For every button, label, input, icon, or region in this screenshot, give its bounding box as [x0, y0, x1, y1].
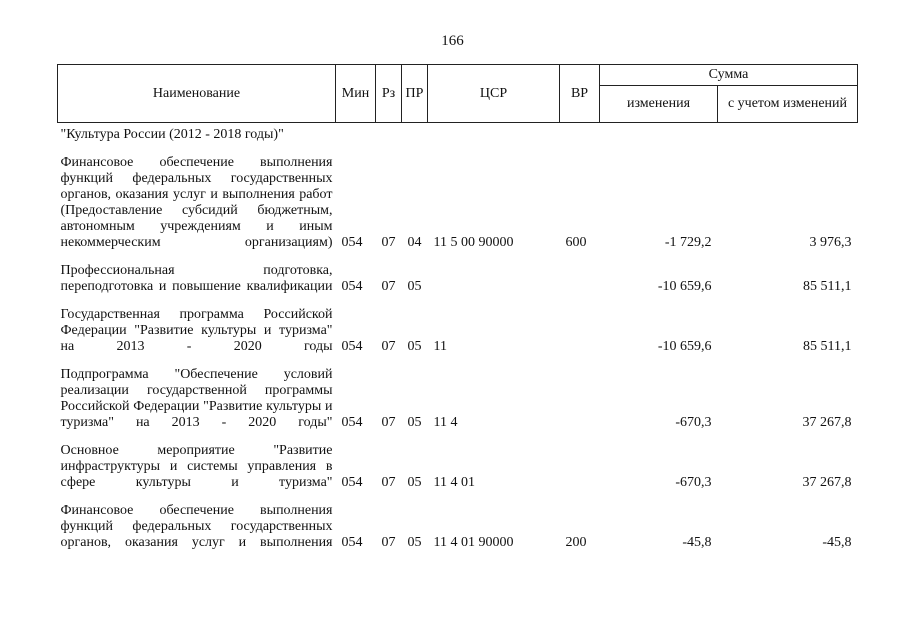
row-min: 054	[341, 475, 363, 490]
row-min: 054	[341, 235, 363, 250]
row-name: Профессиональная подготовка, переподготовка и повышение квалификации	[60, 263, 333, 294]
row-rz	[376, 123, 402, 144]
row-rz: 07	[381, 235, 396, 250]
header-pr: ПР	[402, 65, 428, 123]
row-pr: 04	[407, 235, 422, 250]
header-csr: ЦСР	[428, 65, 560, 123]
budget-table	[57, 64, 858, 551]
table-row	[58, 123, 858, 144]
row-rz: 07	[381, 339, 396, 354]
row-pr: 05	[407, 339, 422, 354]
row-vr	[560, 443, 600, 491]
table-body	[58, 123, 858, 552]
row-csr: 11 4 01	[433, 475, 475, 490]
row-name: Государственная программа Российской Федерации "Развитие культуры и туризма" на 2013 - 2020 годы	[60, 307, 333, 354]
header-vr: ВР	[560, 65, 600, 123]
row-total: -45,8	[822, 535, 852, 550]
row-name: Основное мероприятие "Развитие инфраструктуры и системы управления в сфере культуры и туризма"	[60, 443, 333, 490]
row-csr: 11 5 00 90000	[433, 235, 514, 250]
row-rz: 07	[381, 535, 396, 550]
row-name: "Культура России (2012 - 2018 годы)"	[60, 127, 284, 142]
row-rz: 07	[381, 475, 396, 490]
row-change: -10 659,6	[657, 279, 712, 294]
row-min: 054	[341, 535, 363, 550]
row-total: 85 511,1	[803, 279, 852, 294]
page-number: 166	[441, 33, 464, 49]
row-min: 054	[341, 415, 363, 430]
row-total: 37 267,8	[802, 475, 852, 490]
row-name: Подпрограмма "Обеспечение условий реализации государственной программы Российской Федерации "Развитие культуры и туризма" на 2013 - 2020 годы"	[60, 367, 333, 430]
row-vr: 200	[565, 535, 587, 550]
row-vr: 600	[565, 235, 587, 250]
row-vr	[560, 367, 600, 431]
row-min: 054	[341, 339, 363, 354]
row-csr: 11 4	[433, 415, 458, 430]
header-change: изменения	[600, 86, 718, 123]
row-name: Финансовое обеспечение выполнения функций федеральных государственных органов, оказания услуг и выполнения работ (Предоставление субсидий бюджетным, автономным учреждениям и иным некоммерческим организациям)	[60, 155, 333, 250]
row-change	[600, 123, 718, 144]
table-row	[58, 443, 858, 491]
table-row	[58, 307, 858, 355]
row-csr	[428, 263, 560, 295]
row-change: -670,3	[675, 415, 712, 430]
header-min: Мин	[336, 65, 376, 123]
table-row	[58, 263, 858, 295]
table-row	[58, 155, 858, 251]
row-rz: 07	[381, 415, 396, 430]
row-change: -670,3	[675, 475, 712, 490]
row-total: 37 267,8	[802, 415, 852, 430]
row-name: Финансовое обеспечение выполнения функций федеральных государственных органов, оказания услуг и выполнения	[60, 503, 333, 550]
header-name: Наименование	[58, 65, 336, 123]
table-row	[58, 367, 858, 431]
row-csr	[428, 123, 560, 144]
row-change: -10 659,6	[657, 339, 712, 354]
row-total: 85 511,1	[803, 339, 852, 354]
header-rz: Рз	[376, 65, 402, 123]
row-vr	[560, 123, 600, 144]
row-pr: 05	[407, 475, 422, 490]
row-vr	[560, 263, 600, 295]
row-total	[718, 123, 858, 144]
table-row	[58, 503, 858, 551]
row-change: -45,8	[682, 535, 712, 550]
row-pr: 05	[407, 415, 422, 430]
row-pr	[402, 123, 428, 144]
table-header	[58, 65, 858, 123]
row-pr: 05	[407, 279, 422, 294]
row-pr: 05	[407, 535, 422, 550]
row-min	[336, 123, 376, 144]
row-csr: 11 4 01 90000	[433, 535, 514, 550]
row-csr: 11	[433, 339, 447, 354]
header-total: с учетом изменений	[718, 86, 858, 123]
row-total: 3 976,3	[809, 235, 852, 250]
row-min: 054	[341, 279, 363, 294]
header-sum: Сумма	[600, 65, 858, 86]
row-rz: 07	[381, 279, 396, 294]
row-change: -1 729,2	[664, 235, 712, 250]
row-vr	[560, 307, 600, 355]
